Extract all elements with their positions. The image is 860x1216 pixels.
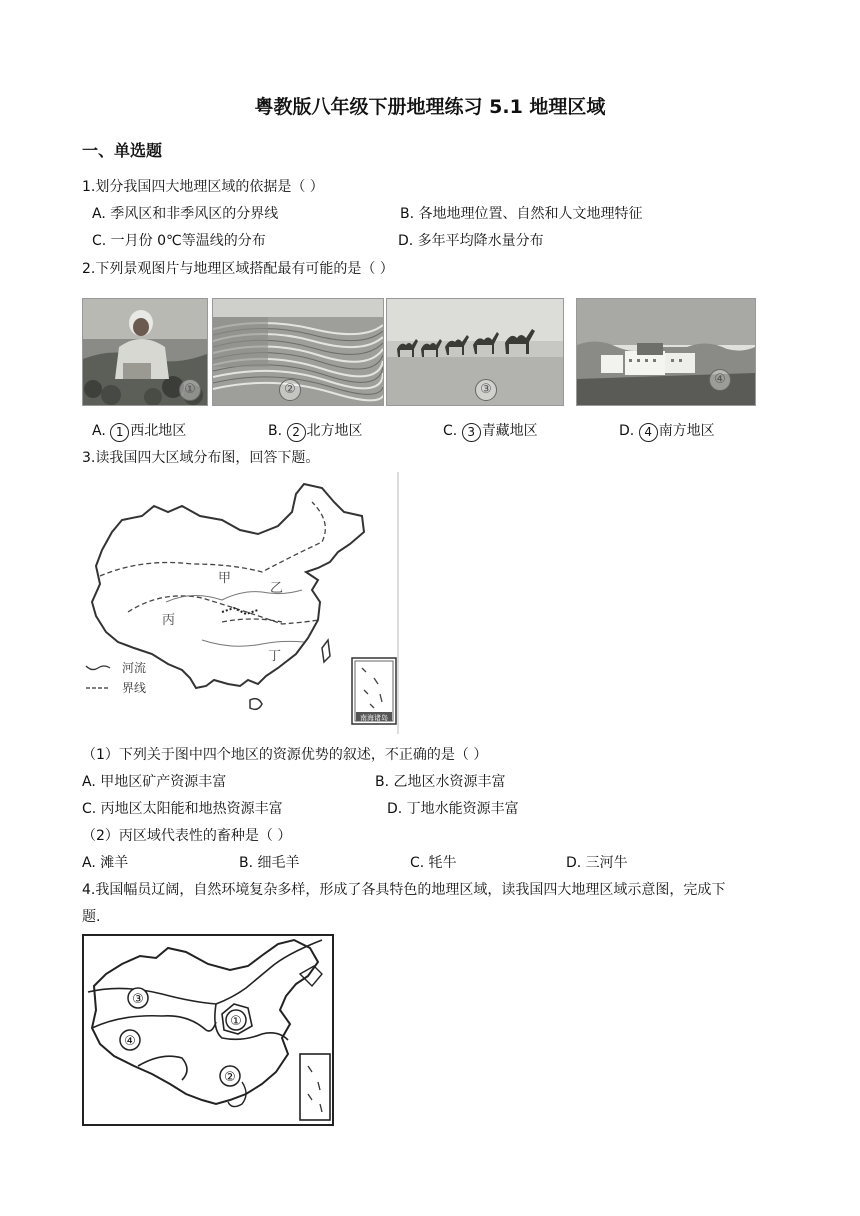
q1-option-d: D. 多年平均降水量分布 [398, 233, 544, 249]
photo-terraces [212, 298, 384, 406]
map-label-bing: 丙 [162, 613, 176, 628]
q3-sub1-option-c: C. 丙地区太阳能和地热资源丰富 [82, 801, 283, 817]
legend-border-label: 界线 [122, 681, 147, 695]
q2-option-d-text: 南方地区 [658, 423, 715, 439]
q2-option-c [443, 420, 538, 442]
map-label-jia: 甲 [218, 571, 232, 586]
legend-river-icon [86, 666, 110, 670]
q2-option-c-text: 青藏地区 [481, 423, 538, 439]
q1-option-b: B. 各地地理位置、自然和人文地理特征 [400, 206, 643, 222]
q3-sub1-option-b: B. 乙地区水资源丰富 [375, 774, 506, 790]
q2-option-b-letter: B. [268, 423, 283, 439]
page-title: 粤教版八年级下册地理练习 5.1 地理区域 [254, 96, 606, 118]
sketch-label-4: ④ [124, 1034, 136, 1049]
sketch-label-2: ② [224, 1070, 236, 1085]
q2-option-b-number: 2 [287, 423, 306, 442]
section-heading: 一、单选题 [82, 141, 163, 160]
sketch-label-1: ① [230, 1014, 242, 1029]
q2-option-a-letter: A. [92, 423, 106, 439]
q3-sub1-option-d: D. 丁地水能资源丰富 [387, 801, 519, 817]
photo-label-3: ③ [475, 379, 497, 401]
q3-sub2-stem: （2）丙区域代表性的畜种是（ ） [82, 828, 292, 844]
map-label-ding: 丁 [268, 649, 282, 664]
china-four-regions-map [82, 472, 400, 734]
q3-sub1-option-a: A. 甲地区矿产资源丰富 [82, 774, 227, 790]
q2-option-c-letter: C. [443, 423, 458, 439]
photo-label-1: ① [179, 379, 201, 401]
regions-sketch-figure [82, 934, 334, 1126]
q1-option-c: C. 一月份 0℃等温线的分布 [92, 233, 266, 249]
q3-sub1-stem: （1）下列关于图中四个地区的资源优势的叙述，不正确的是（ ） [82, 747, 488, 763]
q2-option-a [92, 420, 186, 442]
photo-label-4: ④ [709, 369, 731, 391]
q2-option-a-text: 西北地区 [130, 423, 187, 439]
photo-potala [576, 298, 756, 406]
q2-option-b-text: 北方地区 [306, 423, 363, 439]
q2-option-d-number: 4 [639, 423, 658, 442]
photo-tea-picking [82, 298, 208, 406]
china-map-figure [82, 472, 400, 734]
map-label-yi: 乙 [270, 581, 284, 596]
question-1-stem: 1.划分我国四大地理区域的依据是（ ） [82, 179, 324, 195]
question-4-stem-line1: 4.我国幅员辽阔，自然环境复杂多样，形成了各具特色的地理区域，读我国四大地理区域示意图，完成下 [82, 882, 726, 898]
inset-label: 南海诸岛 [360, 714, 388, 722]
q3-sub2-option-a: A. 滩羊 [82, 855, 129, 871]
question-4-stem-line2: 题. [82, 909, 101, 925]
q3-sub2-option-b: B. 细毛羊 [239, 855, 300, 871]
question-2-stem: 2.下列景观图片与地理区域搭配最有可能的是（ ） [82, 261, 394, 277]
photo-label-2: ② [279, 379, 301, 401]
q2-option-a-number: 1 [110, 423, 129, 442]
legend-river-label: 河流 [122, 661, 147, 675]
q3-sub2-option-d: D. 三河牛 [566, 855, 628, 871]
sketch-label-3: ③ [132, 992, 144, 1007]
q2-option-d [619, 420, 715, 442]
photo-camels [386, 298, 564, 406]
q2-option-d-letter: D. [619, 423, 635, 439]
potala-palace-image [577, 299, 755, 405]
china-regions-sketch-map [82, 934, 334, 1126]
question-3-stem: 3.读我国四大区域分布图，回答下题。 [82, 450, 320, 466]
q2-option-b [268, 420, 363, 442]
q1-option-a: A. 季风区和非季风区的分界线 [92, 206, 279, 222]
q2-option-c-number: 3 [462, 423, 481, 442]
q3-sub2-option-c: C. 牦牛 [410, 855, 457, 871]
